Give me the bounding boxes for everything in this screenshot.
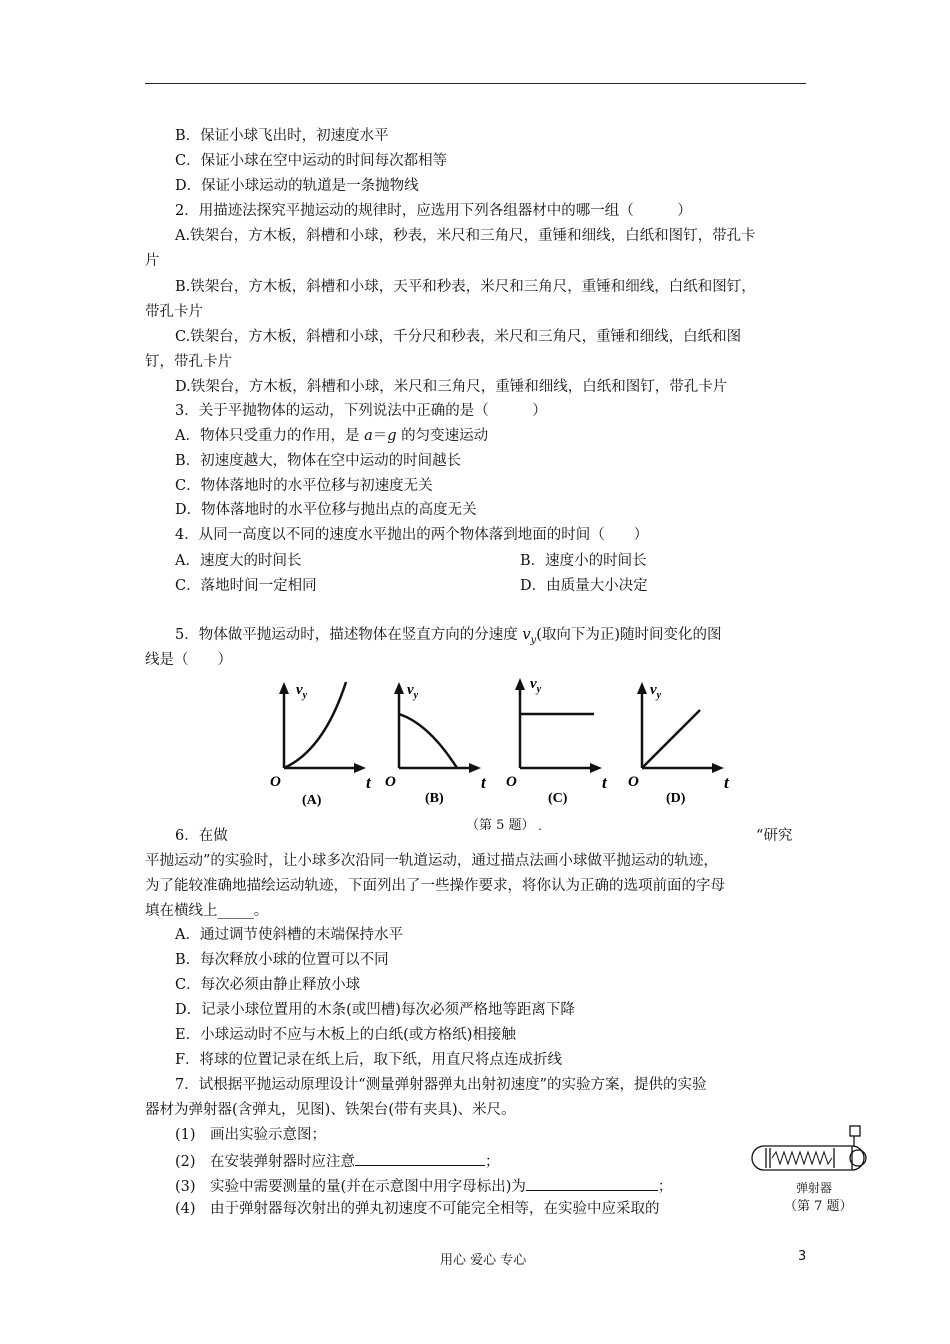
q7-sub-2-text: (2) 在安装弹射器时应注意 — [175, 1154, 356, 1170]
q2-option-c-cont: 钉，带孔卡片 — [145, 354, 232, 370]
q2-option-c: C.铁架台，方木板，斜槽和小球，千分尺和秒表，米尺和三角尺，重锤和细线，白纸和图 — [175, 329, 742, 345]
q6-option-b: B．每次释放小球的位置可以不同 — [175, 952, 389, 968]
graph-d-x-label: t — [724, 773, 729, 792]
q3-equals: ＝ — [372, 428, 388, 444]
q3-symbol-g: g — [387, 428, 397, 444]
graph-b-curve — [399, 714, 457, 768]
q6-stem-line3: 为了能较准确地描绘运动轨迹，下面列出了一些操作要求，将你认为正确的选项前面的字母 — [145, 878, 725, 894]
graph-a-y-label: $v_y$ — [296, 682, 308, 701]
q5-symbol-v: v — [522, 627, 531, 643]
q7-caption: （第 7 题） — [784, 1199, 853, 1214]
q4-option-b: B．速度小的时间长 — [520, 553, 647, 569]
graph-d-line — [642, 710, 700, 768]
graph-b — [377, 672, 497, 812]
q3-option-a-text: A．物体只受重力的作用，是 — [175, 428, 365, 444]
q4-option-a: A．速度大的时间长 — [175, 553, 302, 569]
q3-option-c: C．物体落地时的水平位移与初速度无关 — [175, 478, 433, 494]
q3-option-a — [175, 426, 488, 446]
graph-d-y-label: $v_y$ — [650, 682, 662, 701]
graph-c-y-label: $v_y$ — [530, 676, 542, 695]
q3-option-d: D．物体落地时的水平位移与抛出点的高度无关 — [175, 502, 477, 518]
graph-c-label: (C) — [548, 791, 568, 806]
q7-sub-1: (1) 画出实验示意图； — [175, 1127, 327, 1143]
q3-symbol-a: a — [364, 428, 373, 444]
q7-sub-3-text: (3) 实验中需要测量的量(并在示意图中用字母标出)为 — [175, 1179, 526, 1195]
q4-option-c: C．落地时间一定相同 — [175, 578, 317, 594]
launcher-label: 弹射器 — [796, 1181, 833, 1195]
q5-stem-text: 5．物体做平抛运动时，描述物体在竖直方向的分速度 — [175, 627, 523, 643]
q5-stem-cont: 线是（ ） — [145, 652, 232, 668]
graph-b-origin: O — [385, 774, 396, 790]
q6-stem-line4: 填在横线上_____。 — [145, 903, 269, 919]
q5-symbol-sub: y — [530, 634, 537, 646]
q7-sub-2 — [175, 1150, 500, 1172]
q5-caption-dot: . — [538, 819, 542, 833]
graph-a-y-arrow — [279, 682, 289, 694]
header-rule — [145, 83, 806, 84]
graph-c-origin: O — [506, 774, 517, 790]
graph-a-label: (A) — [302, 793, 322, 808]
graph-d-label: (D) — [666, 791, 686, 806]
graph-c-x-label: t — [602, 773, 607, 792]
graph-b-y-arrow — [394, 682, 404, 694]
graph-c-x-arrow — [590, 763, 602, 773]
graph-d-origin: O — [628, 774, 639, 790]
page-number: 3 — [798, 1249, 807, 1264]
q5-stem-tail: (取向下为正)随时间变化的图 — [536, 627, 722, 643]
q7-sub-3-tail: ； — [657, 1179, 673, 1195]
q2-option-d: D.铁架台，方木板，斜槽和小球，米尺和三角尺，重锤和细线，白纸和图钉，带孔卡片 — [175, 379, 728, 395]
q3-option-b: B．初速度越大，物体在空中运动的时间越长 — [175, 453, 462, 469]
graph-a-x-label: t — [366, 773, 371, 792]
q7-stem: 7．试根据平抛运动原理设计“测量弹射器弹丸出射初速度”的实验方案，提供的实验 — [175, 1077, 707, 1093]
q7-sub-2-tail: ； — [485, 1154, 500, 1170]
footer-slogan: 用心 爱心 专心 — [440, 1253, 527, 1268]
graph-a-origin: O — [270, 774, 281, 790]
q1-option-c: C．保证小球在空中运动的时间每次都相等 — [175, 153, 448, 169]
graph-b-y-label: $v_y$ — [407, 682, 419, 701]
graph-c — [498, 672, 618, 812]
q5-stem — [175, 625, 722, 651]
graph-b-label: (B) — [425, 791, 444, 806]
q6-option-f: F．将球的位置记录在纸上后，取下纸，用直尺将点连成折线 — [175, 1052, 563, 1068]
launcher-figure — [748, 1122, 870, 1212]
q4-option-d: D．由质量大小决定 — [520, 578, 648, 594]
graph-a-curve — [284, 682, 346, 768]
graph-b-x-arrow — [469, 763, 481, 773]
graph-b-x-label: t — [481, 773, 486, 792]
q2-stem: 2．用描迹法探究平抛运动的规律时，应选用下列各组器材中的哪一组（ ） — [175, 203, 692, 219]
graph-a-x-arrow — [354, 763, 366, 773]
q6-option-d: D．记录小球位置用的木条(或凹槽)每次必须严格地等距离下降 — [175, 1002, 575, 1018]
q2-option-a-cont: 片 — [145, 253, 160, 269]
graph-d-y-arrow — [637, 682, 647, 694]
q6-stem-line2: 平抛运动”的实验时，让小球多次沿同一轨道运动，通过描点法画小球做平抛运动的轨迹， — [145, 853, 718, 869]
graph-d-x-arrow — [712, 763, 724, 773]
q6-stem-end: “研究 — [756, 828, 793, 844]
graph-a — [262, 672, 382, 812]
q3-option-a-tail: 的匀变速运动 — [396, 428, 489, 444]
q6-stem-start: 6．在做 — [175, 828, 228, 844]
q7-stem-cont: 器材为弹射器(含弹丸，见图)、铁架台(带有夹具)、米尺。 — [145, 1102, 516, 1118]
q7-sub-3-blank[interactable] — [526, 1175, 658, 1191]
q7-sub-2-blank[interactable] — [355, 1150, 485, 1166]
q5-caption: （第 5 题） — [466, 818, 535, 833]
graph-c-y-arrow — [515, 678, 525, 690]
q3-stem: 3．关于平抛物体的运动，下列说法中正确的是（ ） — [175, 403, 547, 419]
q6-option-a: A．通过调节使斜槽的末端保持水平 — [175, 927, 403, 943]
q4-stem: 4．从同一高度以不同的速度水平抛出的两个物体落到地面的时间（ ） — [175, 527, 649, 543]
q6-option-c: C．每次必须由静止释放小球 — [175, 977, 361, 993]
q1-option-b: B．保证小球飞出时，初速度水平 — [175, 128, 389, 144]
graph-d — [620, 672, 740, 812]
q2-option-b: B.铁架台，方木板，斜槽和小球，天平和秒表，米尺和三角尺，重锤和细线，白纸和图钉， — [175, 279, 756, 295]
q2-option-b-cont: 带孔卡片 — [145, 304, 203, 320]
q6-option-e: E．小球运动时不应与木板上的白纸(或方格纸)相接触 — [175, 1027, 516, 1043]
q7-sub-4: (4) 由于弹射器每次射出的弹丸初速度不可能完全相等，在实验中应采取的 — [175, 1201, 660, 1217]
q2-option-a: A.铁架台，方木板，斜槽和小球，秒表，米尺和三角尺，重锤和细线，白纸和图钉，带孔卡 — [175, 228, 756, 244]
q1-option-d: D．保证小球运动的轨道是一条抛物线 — [175, 178, 419, 194]
q7-sub-3 — [175, 1175, 672, 1197]
